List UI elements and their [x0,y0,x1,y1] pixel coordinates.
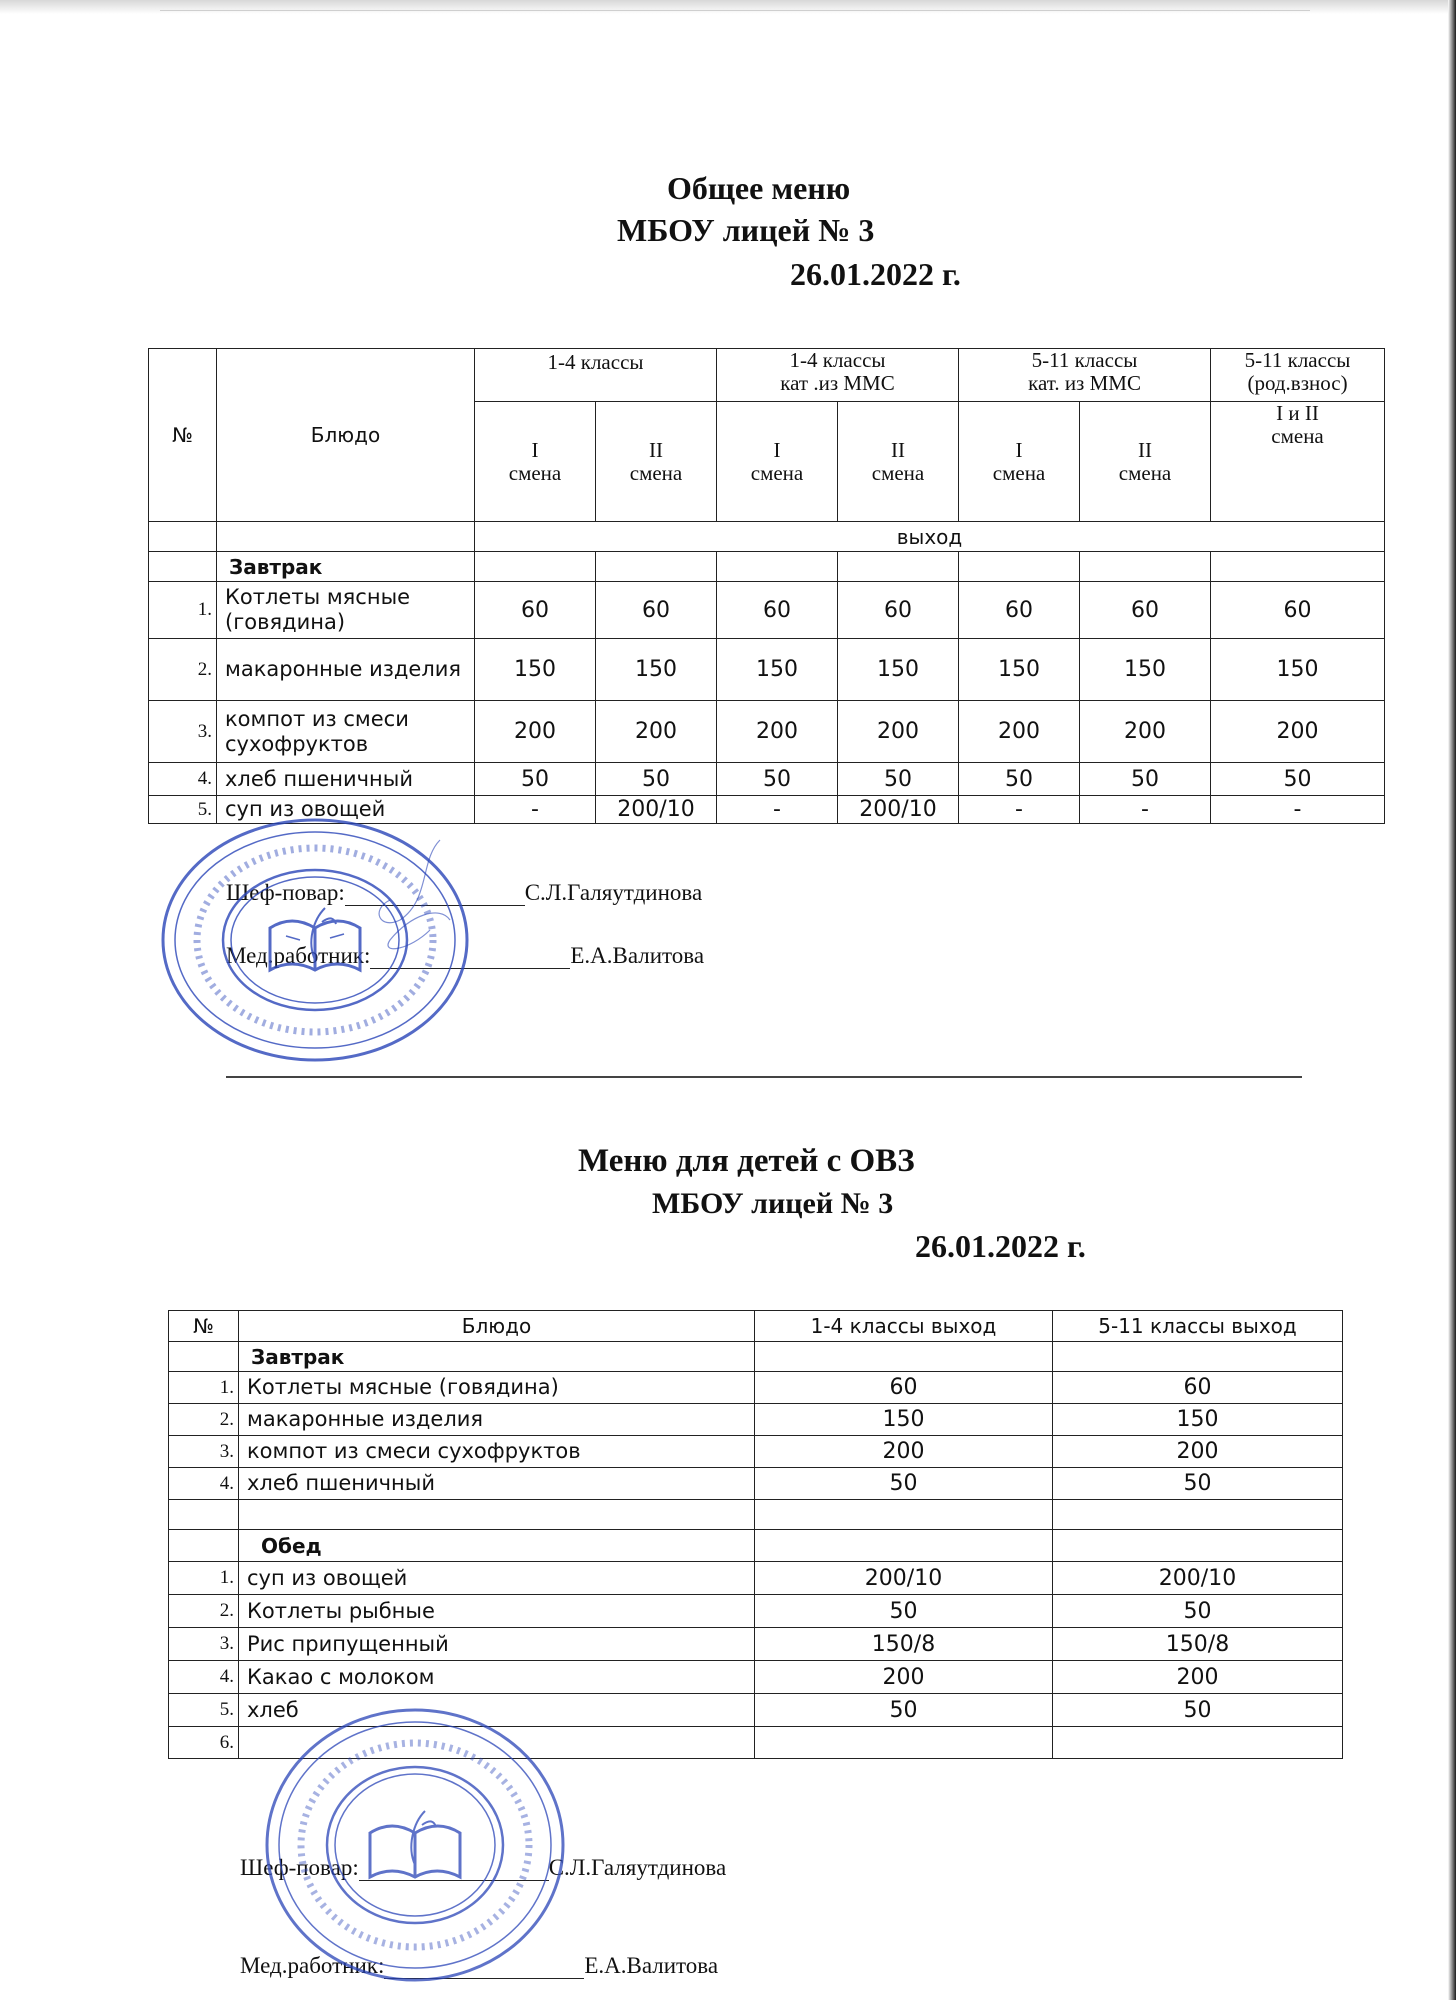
row-number: 3. [169,1436,239,1468]
row-number: 2. [169,1404,239,1436]
chef-label: Шеф-повар: [226,880,345,905]
portion-value: 150 [755,1404,1053,1436]
portion-value: 50 [596,763,717,796]
portion-value: 50 [959,763,1080,796]
portion-value: 150 [959,639,1080,701]
dish-name: суп из овощей [217,796,475,824]
dish-name: макаронные изделия [239,1404,755,1436]
table-row [149,582,1385,639]
portion-value: 150 [717,639,838,701]
header-number: № [169,1311,239,1342]
portion-value: 60 [755,1372,1053,1404]
portion-value: 200 [755,1436,1053,1468]
portion-value [1053,1727,1343,1759]
menu2-table [168,1310,1343,1759]
portion-value: 50 [717,763,838,796]
table-row [169,1436,1343,1468]
portion-value: 50 [1053,1468,1343,1500]
header-group-1: 1-4 классы [475,349,717,402]
portion-value: 50 [755,1694,1053,1727]
header-col-1-4: 1-4 классы выход [755,1311,1053,1342]
portion-value: 60 [959,582,1080,639]
header-group-2: 1-4 классы кат .из ММС [717,349,959,402]
chef-name: С.Л.Галяутдинова [548,1855,727,1880]
portion-value: 60 [1080,582,1211,639]
med-label: Мед.работник: [240,1953,385,1978]
portion-value: 200 [755,1661,1053,1694]
portion-value: 200 [1053,1436,1343,1468]
section-divider [226,1076,1302,1078]
header-shift: II смена [1080,402,1211,522]
row-number: 2. [169,1595,239,1628]
portion-value: 150 [1080,639,1211,701]
row-number: 1. [149,582,217,639]
portion-value: 150 [838,639,959,701]
portion-value: 50 [1080,763,1211,796]
med-name: Е.А.Валитова [584,1953,719,1978]
portion-value: 150 [1053,1404,1343,1436]
portion-value: 50 [755,1595,1053,1628]
table-row [149,701,1385,763]
table-row [169,1595,1343,1628]
portion-value: 60 [475,582,596,639]
dish-name: компот из смеси сухофруктов [217,701,475,763]
row-number: 3. [149,701,217,763]
portion-value: 200/10 [596,796,717,824]
chef-label: Шеф-повар: [240,1855,359,1880]
table-row [169,1404,1343,1436]
scan-artifact-line [160,10,1310,11]
section-breakfast: Завтрак [217,552,475,582]
portion-value: - [717,796,838,824]
scan-right-edge [1448,0,1456,2000]
table-row [169,1562,1343,1595]
dish-name: Котлеты мясные (говядина) [239,1372,755,1404]
portion-value: 200 [1211,701,1385,763]
menu2-title: Меню для детей с ОВЗ [578,1143,915,1179]
chef-name: С.Л.Галяутдинова [524,880,703,905]
menu1-school: МБОУ лицей № 3 [617,212,875,248]
dish-name: Котлеты рыбные [239,1595,755,1628]
scan-top-edge [0,0,1456,14]
portion-value: - [1211,796,1385,824]
dish-name: макаронные изделия [217,639,475,701]
table-row [169,1661,1343,1694]
dish-name: Рис припущенный [239,1628,755,1661]
portion-value: 50 [838,763,959,796]
header-group-4: 5-11 классы (род.взнос) [1211,349,1385,402]
portion-value: 200 [838,701,959,763]
section-lunch: Обед [239,1530,755,1562]
header-dish: Блюдо [217,349,475,522]
menu1-date: 26.01.2022 г. [790,256,961,292]
portion-value: 200 [475,701,596,763]
header-col-5-11: 5-11 классы выход [1053,1311,1343,1342]
portion-value: - [1080,796,1211,824]
portion-value: 50 [1053,1694,1343,1727]
portion-value: 60 [1211,582,1385,639]
portion-value: - [475,796,596,824]
row-number: 4. [149,763,217,796]
table-row [149,639,1385,701]
row-number: 6. [169,1727,239,1759]
portion-value [755,1727,1053,1759]
table-row [169,1628,1343,1661]
menu1-title: Общее меню [667,170,851,206]
dish-name: хлеб [239,1694,755,1727]
dish-name: хлеб пшеничный [239,1468,755,1500]
header-shift: I смена [717,402,838,522]
header-group-3: 5-11 классы кат. из ММС [959,349,1211,402]
table-row [149,763,1385,796]
portion-value: 150 [596,639,717,701]
portion-value: - [959,796,1080,824]
header-shift: I и II смена [1211,402,1385,522]
portion-value: 50 [475,763,596,796]
portion-value: 150/8 [755,1628,1053,1661]
med-label: Мед.работник: [226,943,371,968]
portion-value: 200/10 [1053,1562,1343,1595]
portion-value: 150 [475,639,596,701]
portion-value: 50 [1211,763,1385,796]
header-dish: Блюдо [239,1311,755,1342]
portion-value: 150/8 [1053,1628,1343,1661]
header-shift: II смена [596,402,717,522]
row-number: 3. [169,1628,239,1661]
portion-value: 200 [1053,1661,1343,1694]
menu1-table [148,348,1385,824]
header-shift: I смена [475,402,596,522]
header-shift: I смена [959,402,1080,522]
portion-value: 150 [1211,639,1385,701]
table-row [169,1372,1343,1404]
header-output: выход [475,522,1385,552]
row-number: 1. [169,1372,239,1404]
official-stamp [255,1700,575,1990]
dish-name: компот из смеси сухофруктов [239,1436,755,1468]
portion-value: 60 [838,582,959,639]
portion-value: 60 [1053,1372,1343,1404]
official-stamp [150,810,480,1070]
dish-name: Котлеты мясные (говядина) [217,582,475,639]
portion-value: 60 [717,582,838,639]
portion-value: 50 [755,1468,1053,1500]
row-number: 2. [149,639,217,701]
header-shift: II смена [838,402,959,522]
portion-value: 200 [596,701,717,763]
dish-name: суп из овощей [239,1562,755,1595]
med-name: Е.А.Валитова [570,943,705,968]
portion-value: 200 [717,701,838,763]
portion-value: 200/10 [755,1562,1053,1595]
portion-value: 50 [1053,1595,1343,1628]
menu2-date: 26.01.2022 г. [915,1228,1086,1264]
table-row [169,1468,1343,1500]
row-number: 5. [169,1694,239,1727]
row-number: 5. [149,796,217,824]
portion-value: 200 [1080,701,1211,763]
section-breakfast: Завтрак [239,1342,755,1372]
portion-value: 60 [596,582,717,639]
portion-value: 200 [959,701,1080,763]
dish-name: Какао с молоком [239,1661,755,1694]
row-number: 1. [169,1562,239,1595]
header-number: № [149,349,217,522]
dish-name: хлеб пшеничный [217,763,475,796]
row-number: 4. [169,1661,239,1694]
menu2-school: МБОУ лицей № 3 [652,1187,894,1220]
row-number: 4. [169,1468,239,1500]
portion-value: 200/10 [838,796,959,824]
